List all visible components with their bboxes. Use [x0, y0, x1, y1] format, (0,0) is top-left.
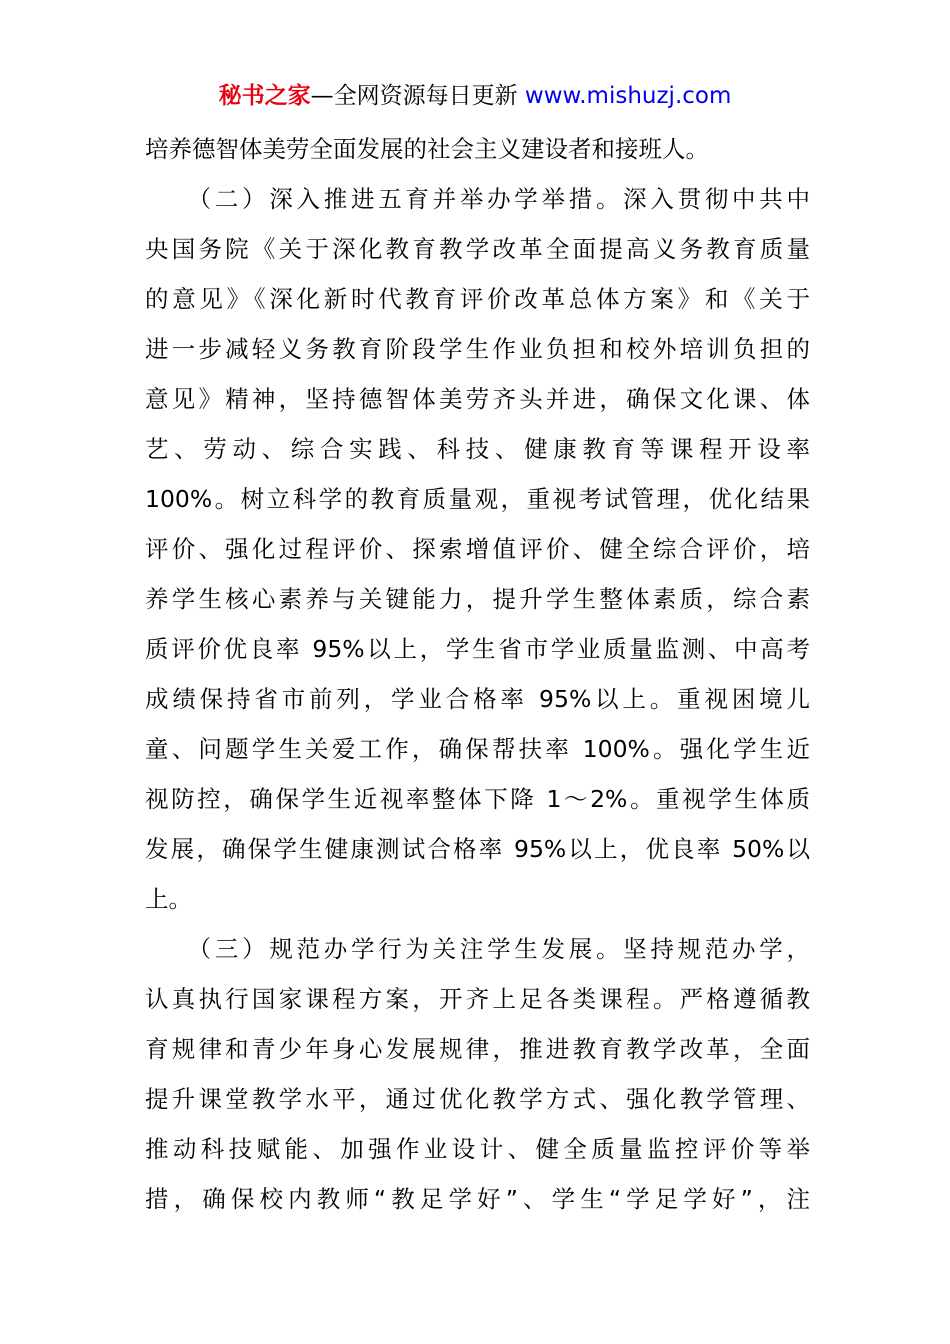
site-tagline: —全网资源每日更新: [310, 83, 525, 109]
text-line: （二）深入推进五育并举办学举措。深入贯彻中共中: [145, 185, 810, 213]
text-line: 艺、劳动、综合实践、科技、健康教育等课程开设率: [145, 435, 810, 463]
site-header: [0, 80, 950, 112]
text-line: 童、问题学生关爱工作，确保帮扶率 100%。强化学生近: [145, 735, 810, 763]
text-line: 养学生核心素养与关键能力，提升学生整体素质，综合素: [145, 585, 810, 613]
site-brand: 秘书之家: [218, 83, 311, 109]
text-line: 推动科技赋能、加强作业设计、健全质量监控评价等举: [145, 1135, 810, 1163]
text-line: 质评价优良率 95%以上，学生省市学业质量监测、中高考: [145, 635, 810, 663]
document-body: [145, 124, 810, 1224]
text-line: 认真执行国家课程方案，开齐上足各类课程。严格遵循教: [145, 985, 810, 1013]
text-line: 100%。树立科学的教育质量观，重视考试管理，优化结果: [145, 485, 810, 513]
text-line: 视防控，确保学生近视率整体下降 1～2%。重视学生体质: [145, 785, 810, 813]
text-line: 措，确保校内教师“教足学好”、学生“学足学好”，注: [145, 1185, 810, 1213]
site-url-link[interactable]: www.mishuzj.com: [524, 83, 732, 109]
text-line: 育规律和青少年身心发展规律，推进教育教学改革，全面: [145, 1035, 810, 1063]
text-line: 发展，确保学生健康测试合格率 95%以上，优良率 50%以: [145, 835, 810, 863]
text-line: 成绩保持省市前列，学业合格率 95%以上。重视困境儿: [145, 685, 810, 713]
text-line: 上。: [145, 885, 192, 913]
text-line: 提升课堂教学水平，通过优化教学方式、强化教学管理、: [145, 1085, 810, 1113]
text-line: 培养德智体美劳全面发展的社会主义建设者和接班人。: [145, 135, 709, 163]
text-line: 的意见》《深化新时代教育评价改革总体方案》和《关于: [145, 285, 810, 313]
text-line: 央国务院《关于深化教育教学改革全面提高义务教育质量: [145, 235, 810, 263]
text-line: 评价、强化过程评价、探索增值评价、健全综合评价，培: [145, 535, 810, 563]
text-line: 意见》精神，坚持德智体美劳齐头并进，确保文化课、体: [145, 385, 810, 413]
text-line: 进一步减轻义务教育阶段学生作业负担和校外培训负担的: [145, 335, 810, 363]
text-line: （三）规范办学行为关注学生发展。坚持规范办学，: [145, 935, 810, 963]
